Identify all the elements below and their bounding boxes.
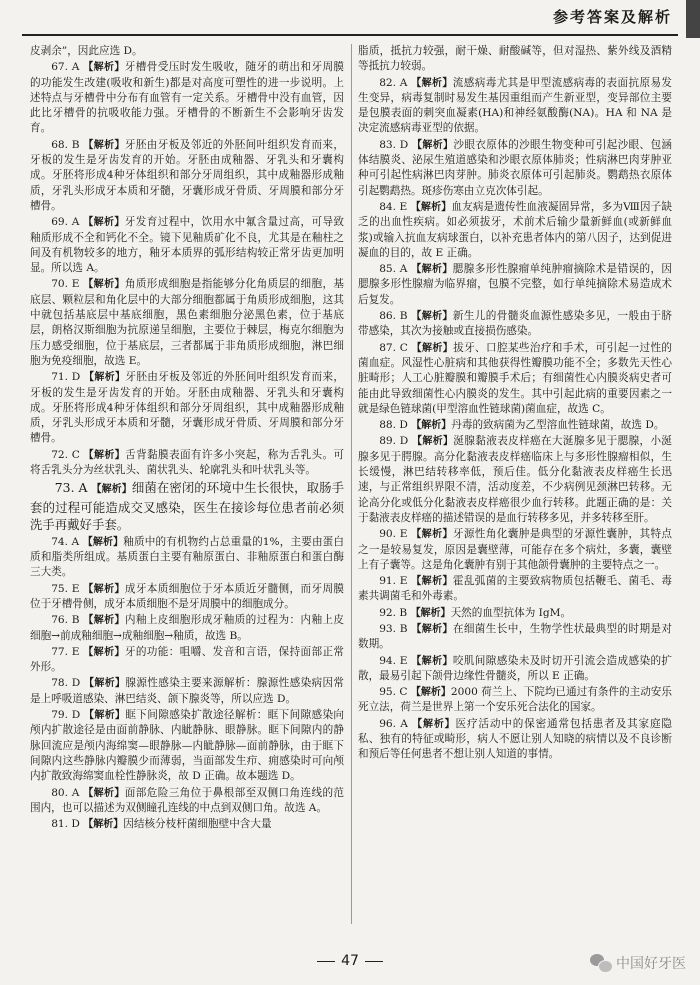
analysis-tag: 【解析】 xyxy=(411,576,453,588)
answer-number: 80. A xyxy=(51,786,80,799)
answer-number: 89. D xyxy=(379,435,409,448)
page-number-dash-right xyxy=(365,961,383,962)
analysis-tag: 【解析】 xyxy=(83,583,125,595)
answer-text: 牙胚由牙板及邻近的外胚间叶组织发育而来，牙板的发生是牙齿发育的开始。牙胚由成釉器、牙乳头和牙囊构成。牙胚将形成4种牙体组织和部分牙周组织，其中成釉器形成釉质，牙乳头形成牙本质和牙髓，牙囊形成牙骨质、牙周膜和部分牙槽骨。 xyxy=(30,371,344,445)
answer-number: 95. C xyxy=(379,686,408,699)
analysis-tag: 【解析】 xyxy=(83,372,126,384)
answer-text: 面部危险三角位于鼻根部至双侧口角连线的范围内，也可以描述为双侧瞳孔连线的中点到双侧口角。故选 A。 xyxy=(30,786,344,814)
answer-entry xyxy=(358,138,672,199)
answer-number: 72. C xyxy=(51,448,80,461)
answer-number: 83. D xyxy=(379,138,409,151)
answer-entry xyxy=(30,645,344,676)
page-footer xyxy=(0,945,700,985)
header-rule xyxy=(22,34,678,36)
analysis-tag: 【解析】 xyxy=(410,201,452,213)
right-column xyxy=(358,44,672,934)
analysis-tag: 【解析】 xyxy=(83,449,126,461)
answer-text: 内釉上皮细胞形成牙釉质的过程为：内釉上皮细胞→前成釉细胞→成釉细胞→釉质，故选 B。 xyxy=(30,614,344,642)
answer-entry xyxy=(30,479,344,534)
watermark-text: 中国好牙医 xyxy=(616,956,686,972)
answer-number: 86. B xyxy=(379,310,408,323)
answer-number: 87. C xyxy=(379,341,408,354)
analysis-tag: 【解析】 xyxy=(411,264,453,276)
answer-entry xyxy=(30,370,344,446)
header-title: 参考答案及解析 xyxy=(552,8,672,26)
analysis-tag: 【解析】 xyxy=(411,623,453,635)
answer-text: 细菌在密闭的环境中生长很快，取肠手套的过程可能造成交叉感染，医生在接诊每位患者前必须洗手再戴好手套。 xyxy=(30,480,344,533)
analysis-tag: 【解析】 xyxy=(410,607,451,619)
answer-entry xyxy=(358,309,672,340)
watermark xyxy=(590,953,686,973)
answer-number: 96. A xyxy=(379,717,408,730)
answer-number: 76. B xyxy=(51,614,80,627)
answer-entry xyxy=(30,708,344,784)
answer-entry xyxy=(358,44,672,75)
answer-entry xyxy=(30,676,344,707)
answer-text: 新生儿的骨髓炎血源性感染多见，一般由于脐带感染，其次为接触或直接损伤感染。 xyxy=(358,310,672,338)
answer-number: 84. E xyxy=(379,200,408,213)
answer-entry xyxy=(358,76,672,137)
analysis-tag: 【解析】 xyxy=(411,436,454,448)
analysis-tag: 【解析】 xyxy=(411,529,453,541)
analysis-tag: 【解析】 xyxy=(83,62,125,74)
left-column xyxy=(30,44,344,934)
answer-entry xyxy=(358,341,672,417)
answer-entry xyxy=(358,622,672,653)
answer-entry xyxy=(30,582,344,613)
analysis-tag: 【解析】 xyxy=(411,77,453,89)
analysis-tag: 【解析】 xyxy=(411,420,452,432)
answer-number: 81. D xyxy=(51,818,80,831)
answer-entry xyxy=(358,654,672,685)
answer-text: 拔牙、口腔某些治疗和手术，可引起一过性的菌血症。风湿性心脏病和其他获得性瓣膜功能不全；多数先天性心脏畸形；人工心脏瓣膜和瓣膜手术后；有细菌性心内膜炎病史者可能由此导致细菌性心内膜炎的发生。其中引起此病的重要因素之一就是绿色链球菌(甲型溶血性链球菌)菌血症，故选 C。 xyxy=(358,341,672,415)
answer-number: 94. E xyxy=(379,654,408,667)
answer-text: 霍乱弧菌的主要致病物质包括鞭毛、菌毛、毒素共调菌毛和外毒素。 xyxy=(358,575,672,603)
answer-text: 沙眼衣原体的沙眼生物变种可引起沙眼、包涵体结膜炎、泌尿生殖道感染和沙眼衣原体肺炎；性病淋巴肉芽肿亚种可引起性病淋巴肉芽肿。肺炎衣原体可引起肺炎。鹦鹉热衣原体引起鹦鹉热。斑疹伤寒由立克次体引起。 xyxy=(358,138,672,197)
page-header xyxy=(0,0,700,38)
answer-number: 74. A xyxy=(51,535,80,548)
answer-text: 牙胚由牙板及邻近的外胚间叶组织发育而来，牙板的发生是牙齿发育的开始。牙胚由成釉器、牙乳头和牙囊构成。牙胚将形成4种牙体组织和部分牙周组织，其中成釉器形成釉质，牙乳头形成牙本质和牙髓，牙囊形成牙骨质、牙周膜和部分牙槽骨。 xyxy=(30,138,344,212)
answer-text: 血友病是遗传性血液凝固异常，多为Ⅷ因子缺乏的出血性疾病。如必须拔牙，术前术后输少量新鲜血(或新鲜血浆)或输入抗血友病球蛋白，以补充患者体内的第八因子，达到促进凝血的目的，故 E 正确。 xyxy=(358,200,672,259)
answer-number: 78. D xyxy=(51,677,81,690)
answer-text: 在细菌生长中，生物学性状最典型的时期是对数期。 xyxy=(358,622,672,651)
analysis-tag: 【解析】 xyxy=(83,139,125,151)
header-corner-tab xyxy=(686,0,700,38)
answer-text: 牙源性角化囊肿是典型的牙源性囊肿，其特点之一是较易复发，原因是囊壁薄，可能存在多个病灶，多囊，囊壁上有子囊等。这是角化囊肿有别于其他颌骨囊肿的主要特点之一。 xyxy=(358,528,672,571)
answer-entry xyxy=(358,685,672,716)
answer-number: 92. B xyxy=(379,606,408,619)
answer-number: 71. D xyxy=(51,371,81,384)
answer-text: 因结核分枝杆菌细胞壁中含大量 xyxy=(123,818,272,831)
answer-entry xyxy=(358,262,672,308)
answer-text: 牙槽骨受压时发生吸收，随牙的萌出和牙周膜的功能发生改建(吸收和新生)都是对高度可塑性的进一步说明。上述特点与牙槽骨中分布有血管有一定关系。牙槽骨中没有血管，因此比牙槽骨的抗吸收能力强。牙槽骨的不断新生不会影响牙齿发育。 xyxy=(30,61,344,135)
answer-number: 90. E xyxy=(379,528,408,541)
analysis-tag: 【解析】 xyxy=(83,710,126,722)
answer-text: 腺源性感染主要来源解析：腺源性感染病因常是上呼吸道感染、淋巴结炎、颌下腺炎等，所以应选 D。 xyxy=(30,677,344,705)
answer-number: 85. A xyxy=(379,263,408,276)
analysis-tag: 【解析】 xyxy=(83,819,124,831)
answer-number: 91. E xyxy=(379,575,408,588)
answer-text: 天然的血型抗体为 IgM。 xyxy=(450,606,572,619)
answer-entry xyxy=(358,200,672,261)
analysis-tag: 【解析】 xyxy=(82,536,124,548)
answer-number: 68. B xyxy=(51,138,80,151)
answer-entry xyxy=(358,574,672,605)
answer-number: 73. A xyxy=(54,480,88,496)
answer-text: 眶下间隙感染扩散途径解析：眶下间隙感染向颅内扩散途径是由面前静脉、内眦静脉、眼静脉。眶下间隙内的静脉回流应是颅内海绵窦—眼静脉—内眦静脉—面前静脉，由于眶下间隙内这些静脉内瓣膜少而薄弱，当面部发生疖、痈感染时可向颅内扩散致海绵窦血栓性静脉炎，故 D 正确。故本题选 D。 xyxy=(30,709,344,783)
wechat-icon xyxy=(590,954,612,972)
analysis-tag: 【解析】 xyxy=(410,687,451,699)
answer-text: 涎腺黏液表皮样癌在大涎腺多见于腮腺，小涎腺多见于腭腺。高分化黏液表皮样癌临床上与多形性腺瘤相似，生长缓慢，淋巴结转移率低，预后佳。低分化黏液表皮样癌生长迅速，与正常组织界限不清，活动度差，不少病例见颈淋巴转移。无论高分化或低分化黏液表皮样癌很少血行转移。此题正确的是：关于黏液表皮样癌的描述错误的是血行转移多见，并多转移至肝。 xyxy=(358,435,672,524)
answer-entry xyxy=(30,448,344,479)
answer-entry xyxy=(30,817,344,832)
answer-text: 流感病毒尤其是甲型流感病毒的表面抗原易发生变异，病毒复制时易发生基因重组而产生新亚型，变异部位主要是包膜表面的刺突血凝素(HA)和神经氨酸酶(NA)。HA 和 NA 是决定流感病毒亚型的依据。 xyxy=(358,76,672,135)
answer-text: 釉质中的有机物约占总重量的1%，主要由蛋白质和脂类所组成。基质蛋白主要有釉原蛋白、非釉原蛋白和蛋白酶三大类。 xyxy=(30,535,344,579)
answer-text: 角质形成细胞是指能够分化角质层的细胞，基底层、颗粒层和角化层中的大部分细胞都属于角质形成细胞，这其中就包括基底层中基底细胞，黑色素细胞分泌黑色素，位于基底层，朗格汉斯细胞为抗原递呈细胞，主要位于棘层，梅克尔细胞为压力感受细胞，位于基底层，三者都属于非角质形成细胞，淋巴细胞为免疫细胞，故选 E。 xyxy=(30,278,344,367)
analysis-tag: 【解析】 xyxy=(83,678,126,690)
answer-text: 牙的功能：咀嚼、发音和言语，保持面部正常外形。 xyxy=(30,645,344,674)
answer-number: 79. D xyxy=(51,709,81,722)
answer-entry xyxy=(358,418,672,433)
answer-entry xyxy=(30,786,344,817)
answer-number: 75. E xyxy=(51,582,80,595)
answer-entry xyxy=(30,44,344,59)
answer-text: 脂质，抵抗力较强，耐干燥、耐酸碱等，但对湿热、紫外线及酒精等抵抗力较弱。 xyxy=(358,45,672,73)
analysis-tag: 【解析】 xyxy=(83,615,125,627)
answer-number: 69. A xyxy=(51,216,80,229)
answer-number: 70. E xyxy=(51,278,80,291)
answer-text: 丹毒的致病菌为乙型溶血性链球菌，故选 D。 xyxy=(451,419,665,432)
answer-entry xyxy=(358,606,672,621)
answer-entry xyxy=(30,613,344,644)
analysis-tag: 【解析】 xyxy=(411,342,454,354)
analysis-tag: 【解析】 xyxy=(83,646,125,658)
answer-text: 成牙本质细胞位于牙本质近牙髓侧，而牙周膜位于牙槽骨侧，成牙本质细胞不是牙周膜中的细胞成分。 xyxy=(30,582,344,610)
analysis-tag: 【解析】 xyxy=(411,311,453,323)
answer-text: 2000 荷兰上、下院均已通过有条件的主动安乐死立法，荷兰是世界上第一个安乐死合法化的国家。 xyxy=(358,686,672,714)
page-number: 47 xyxy=(341,953,359,969)
answer-number: 82. A xyxy=(379,76,408,89)
answer-text: 皮剥余”，因此应选 D。 xyxy=(30,45,143,57)
answer-entry xyxy=(30,535,344,581)
answer-text: 咬肌间隙感染未及时切开引流会造成感染的扩散，最易引起下颌骨边缘性骨髓炎，所以 E 正确。 xyxy=(358,654,672,682)
answer-text: 腮腺多形性腺瘤单纯肿瘤摘除术是错误的，因腮腺多形性腺瘤为临界瘤，包膜不完整，如行单纯摘除术易造成术后复发。 xyxy=(358,263,672,306)
analysis-tag: 【解析】 xyxy=(91,484,132,496)
page-number-dash-left xyxy=(317,961,335,962)
answer-entry xyxy=(358,527,672,573)
analysis-tag: 【解析】 xyxy=(412,718,456,730)
answer-entry xyxy=(30,138,344,214)
analysis-tag: 【解析】 xyxy=(411,655,453,667)
answer-text: 牙发育过程中，饮用水中氟含量过高，可导致釉质形成不全和钙化不全。镜下见釉质矿化不良，尤其是在釉柱之间及有机物较多的地方，釉牙本质界的弧形结构较正常牙齿更加明显。所以选 A。 xyxy=(30,216,344,275)
answer-text: 舌背黏膜表面有许多小突起，称为舌乳头。可将舌乳头分为丝状乳头、菌状乳头、轮廓乳头和叶状乳头等。 xyxy=(30,448,344,477)
analysis-tag: 【解析】 xyxy=(83,279,125,291)
answer-text: 医疗活动中的保密通常包括患者及其家庭隐私、独有的特征或畸形，病人不愿让别人知晓的病情以及不良诊断和预后等任何患者不想让别人知道的事情。 xyxy=(358,717,672,761)
answer-entry xyxy=(30,215,344,276)
answer-number: 77. E xyxy=(51,645,80,658)
analysis-tag: 【解析】 xyxy=(83,217,125,229)
answer-entry xyxy=(358,717,672,763)
answer-entry xyxy=(358,434,672,526)
analysis-tag: 【解析】 xyxy=(411,139,454,151)
column-divider xyxy=(351,44,352,924)
answer-number: 67. A xyxy=(51,61,80,74)
answer-entry xyxy=(30,277,344,369)
answer-number: 93. B xyxy=(379,622,408,635)
analysis-tag: 【解析】 xyxy=(83,787,125,799)
answer-number: 88. D xyxy=(379,419,408,432)
two-column-body xyxy=(30,44,672,934)
answer-entry xyxy=(30,60,344,136)
